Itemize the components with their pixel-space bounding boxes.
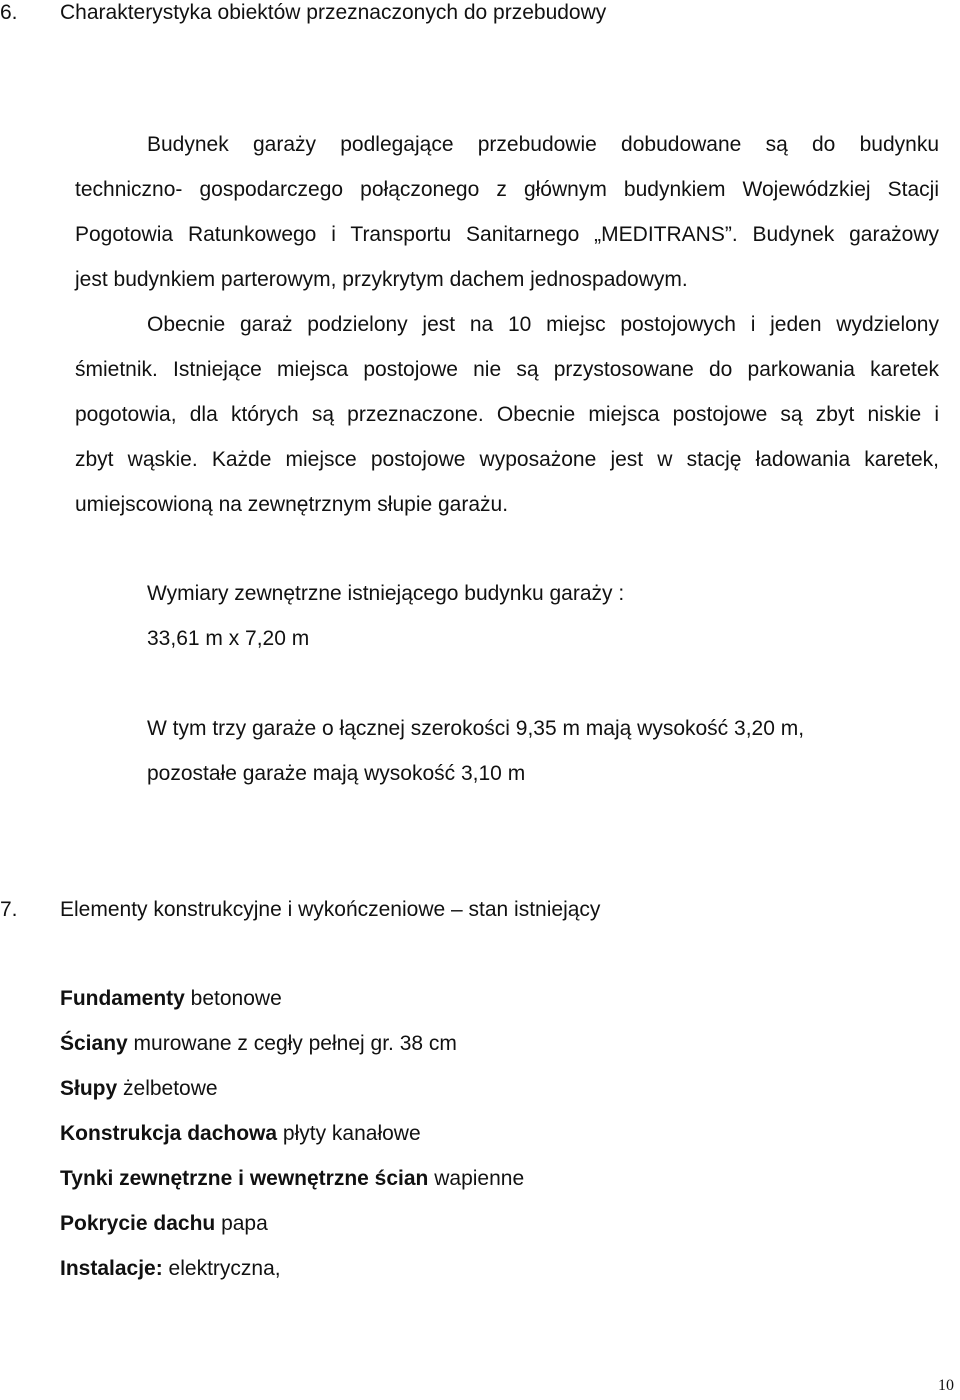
section-number: 6. — [0, 1, 18, 24]
paragraph-line: śmietnik. Istniejące miejsca postojowe nie są przystosowane do parkowania karetek — [75, 358, 939, 381]
section-title: Elementy konstrukcyjne i wykończeniowe – stan istniejący — [60, 898, 601, 921]
element-label: Fundamenty — [60, 987, 185, 1010]
element-label: Słupy — [60, 1077, 118, 1100]
page-number: 10 — [938, 1377, 954, 1394]
element-label: Pokrycie dachu — [60, 1212, 216, 1235]
paragraph-line: Pogotowia Ratunkowego i Transportu Sanitarnego „MEDITRANS”. Budynek garażowy — [75, 223, 939, 246]
element-value: betonowe — [184, 987, 282, 1010]
element-value: papa — [215, 1212, 268, 1235]
dimensions-value: 33,61 m x 7,20 m — [147, 627, 310, 650]
element-label: Tynki zewnętrzne i wewnętrzne ścian — [60, 1167, 429, 1190]
element-item — [60, 1166, 524, 1192]
section-title: Charakterystyka obiektów przeznaczonych do przebudowy — [60, 1, 607, 24]
heights-line: pozostałe garaże mają wysokość 3,10 m — [147, 762, 526, 785]
element-item — [60, 1121, 421, 1147]
element-label: Instalacje: — [60, 1257, 163, 1280]
paragraph-line: zbyt wąskie. Każde miejsce postojowe wyposażone jest w stację ładowania karetek, — [75, 448, 939, 471]
element-label: Konstrukcja dachowa — [60, 1122, 278, 1145]
element-label: Ściany — [60, 1032, 128, 1055]
element-value: elektryczna, — [162, 1257, 281, 1280]
paragraph-line: Obecnie garaż podzielony jest na 10 miejsc postojowych i jeden wydzielony — [147, 313, 939, 336]
section-number: 7. — [0, 898, 18, 921]
element-item — [60, 1211, 268, 1237]
element-item — [60, 1076, 218, 1102]
paragraph-line: techniczno- gospodarczego połączonego z głównym budynkiem Wojewódzkiej Stacji — [75, 178, 939, 201]
element-item — [60, 1256, 281, 1282]
element-item — [60, 1031, 457, 1057]
element-value: wapienne — [428, 1167, 525, 1190]
dimensions-label: Wymiary zewnętrzne istniejącego budynku garaży : — [147, 582, 625, 605]
element-value: murowane z cegły pełnej gr. 38 cm — [127, 1032, 457, 1055]
heights-line: W tym trzy garaże o łącznej szerokości 9,35 m mają wysokość 3,20 m, — [147, 717, 805, 740]
element-value: płyty kanałowe — [277, 1122, 421, 1145]
paragraph-line: jest budynkiem parterowym, przykrytym dachem jednospadowym. — [75, 268, 688, 291]
paragraph-line: pogotowia, dla których są przeznaczone. Obecnie miejsca postojowe są zbyt niskie i — [75, 403, 939, 426]
element-item — [60, 986, 282, 1012]
paragraph-line: umiejscowioną na zewnętrznym słupie garażu. — [75, 493, 509, 516]
paragraph-line: Budynek garaży podlegające przebudowie dobudowane są do budynku — [147, 133, 939, 156]
element-value: żelbetowe — [117, 1077, 218, 1100]
